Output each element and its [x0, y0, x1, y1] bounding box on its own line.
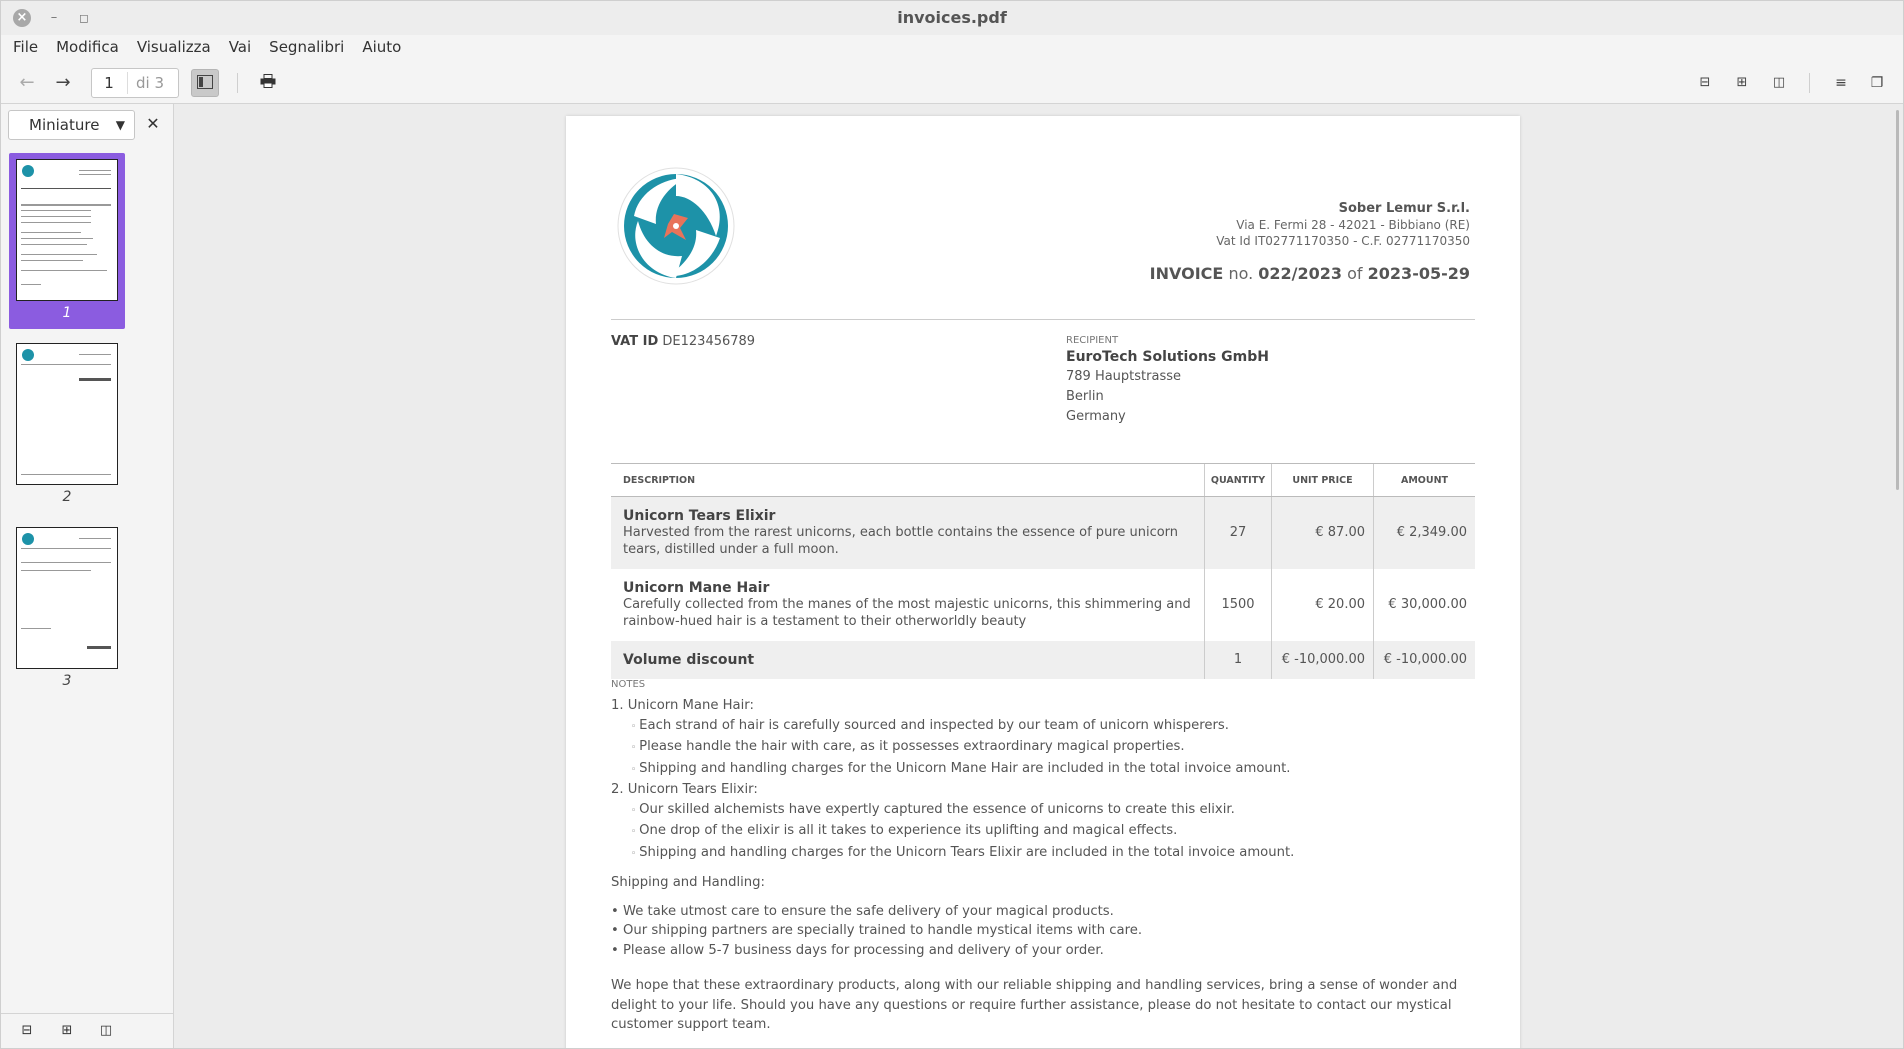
invoice-label: INVOICE	[1149, 264, 1224, 283]
toolbar	[1, 63, 1903, 104]
thumbnail-label: 2	[62, 489, 72, 505]
note-sub-item: ◦ Our skilled alchemists have expertly captured the essence of unicorns to create this elixir.	[611, 800, 1471, 822]
note-sub-item: ◦ Shipping and handling charges for the Unicorn Tears Elixir are included in the total invoice amount.	[611, 843, 1471, 865]
thumbnail-image	[16, 159, 118, 301]
recipient-block	[1066, 335, 1269, 427]
invoice-number: 022/2023	[1258, 264, 1343, 283]
item-description-cell	[611, 569, 1205, 641]
thumb-line	[21, 232, 81, 233]
thumb-line	[21, 216, 91, 217]
vertical-scrollbar[interactable]	[1896, 110, 1899, 490]
menu-modifica[interactable]: Modifica	[56, 38, 119, 56]
forward-arrow-icon[interactable]: →	[55, 72, 71, 93]
page-total: di 3	[136, 74, 165, 92]
table-row	[611, 497, 1475, 569]
thumb-line	[21, 548, 111, 549]
thumb-line	[79, 378, 111, 381]
thumb-line	[21, 364, 111, 365]
invoice-items-table	[611, 463, 1475, 679]
header-divider	[611, 319, 1475, 320]
back-arrow-icon[interactable]: ←	[19, 72, 35, 93]
thumb-line	[21, 284, 41, 285]
dual-page-icon[interactable]: ❐	[1870, 75, 1884, 91]
thumbnail-page-1[interactable]	[9, 153, 125, 329]
toolbar-separator-right	[1809, 73, 1810, 93]
item-quantity: 1500	[1205, 569, 1272, 641]
thumb-line	[21, 474, 111, 475]
window-title: invoices.pdf	[897, 8, 1007, 27]
thumb-line	[21, 270, 107, 271]
close-window-icon[interactable]: ×	[13, 9, 31, 27]
note-item-1: 1. Unicorn Mane Hair:	[611, 698, 754, 713]
close-sidebar-icon[interactable]: ✕	[146, 114, 160, 133]
recipient-label: RECIPIENT	[1066, 335, 1119, 346]
print-icon[interactable]	[254, 69, 282, 97]
table-row	[611, 641, 1475, 679]
thumbnail-logo	[22, 349, 34, 361]
closing-paragraph: We hope that these extraordinary products, along with our reliable shipping and handling services, bring a sense of wonder and delight to your life. Should you have any questions or require further assistance, please do not hesitate to contact our mystical customer support team.	[611, 978, 1458, 1032]
thumbnail-label: 1	[62, 305, 72, 321]
minimize-window-icon[interactable]: –	[50, 10, 58, 25]
item-description-cell	[611, 641, 1205, 679]
vat-id-label: VAT ID	[611, 334, 659, 349]
thumb-line	[21, 244, 87, 245]
shipping-item: • Our shipping partners are specially trained to handle mystical items with care.	[611, 923, 1143, 938]
spacer	[611, 960, 1471, 976]
thumb-line	[21, 628, 51, 629]
thumbnail-logo	[22, 533, 34, 545]
shipping-title: Shipping and Handling:	[611, 875, 765, 890]
fit-page-icon[interactable]: ◫	[1772, 75, 1786, 90]
item-amount: € 30,000.00	[1374, 569, 1476, 641]
thumb-line	[79, 170, 111, 171]
item-quantity: 27	[1205, 497, 1272, 569]
company-name: Sober Lemur S.r.l.	[1338, 201, 1470, 216]
thumb-line	[21, 204, 111, 206]
company-vat: Vat Id IT02771170350 - C.F. 02771170350	[1216, 234, 1470, 248]
thumb-line	[21, 238, 93, 239]
page-number-input[interactable]	[92, 69, 126, 97]
menu-visualizza[interactable]: Visualizza	[136, 38, 211, 56]
maximize-window-icon[interactable]: ◻	[79, 11, 89, 25]
sidebar-footer	[1, 1013, 173, 1049]
thumb-line	[87, 646, 111, 649]
company-address: Via E. Fermi 28 - 42021 - Bibbiano (RE)	[1236, 218, 1470, 232]
vat-id	[611, 334, 755, 349]
item-title: Unicorn Mane Hair	[623, 579, 770, 596]
sidebar-panel-icon	[197, 75, 213, 89]
item-unit-price: € 20.00	[1272, 569, 1374, 641]
note-sub-item: ◦ Shipping and handling charges for the Unicorn Mane Hair are included in the total invoice amount.	[611, 759, 1471, 781]
page-box-separator	[127, 72, 128, 94]
sidebar-toggle-icon[interactable]	[191, 69, 219, 97]
thumb-line	[21, 570, 91, 571]
thumbnail-page-2[interactable]	[9, 337, 125, 513]
thumb-line	[79, 354, 111, 355]
notes-label: NOTES	[611, 679, 646, 690]
company-logo-icon	[616, 166, 736, 286]
item-amount: € -10,000.00	[1374, 641, 1476, 679]
continuous-scroll-icon[interactable]: ≡	[1835, 75, 1847, 91]
item-description-cell	[611, 497, 1205, 569]
thumb-line	[79, 538, 111, 539]
menu-aiuto[interactable]: Aiuto	[362, 38, 402, 56]
menu-file[interactable]: File	[13, 38, 39, 56]
thumb-line	[21, 188, 111, 189]
note-sub-item: ◦ One drop of the elixir is all it takes to experience its uplifting and magical effects.	[611, 821, 1471, 843]
invoice-date: 2023-05-29	[1367, 264, 1470, 283]
table-row	[611, 569, 1475, 641]
menu-segnalibri[interactable]: Segnalibri	[269, 38, 345, 56]
spacer	[611, 893, 1471, 902]
thumbnail-image	[16, 527, 118, 669]
thumb-zoom-in-icon[interactable]: ⊞	[61, 1023, 73, 1038]
item-title: Volume discount	[623, 651, 755, 668]
header-unit-price: UNIT PRICE	[1272, 464, 1374, 497]
spacer	[611, 864, 1471, 873]
chevron-down-icon: ▼	[115, 118, 125, 132]
recipient-country: Germany	[1066, 409, 1126, 424]
printer-icon	[260, 74, 276, 88]
thumbnail-page-3[interactable]	[9, 521, 125, 697]
thumb-line	[79, 174, 111, 175]
note-sub-item: ◦ Each strand of hair is carefully sourced and inspected by our team of unicorn whisperers.	[611, 716, 1471, 738]
recipient-street: 789 Hauptstrasse	[1066, 369, 1182, 384]
item-unit-price: € 87.00	[1272, 497, 1374, 569]
thumbnail-image	[16, 343, 118, 485]
thumbnail-logo	[22, 165, 34, 177]
shipping-item: • We take utmost care to ensure the safe delivery of your magical products.	[611, 903, 1114, 919]
invoice-title	[1150, 264, 1470, 283]
zoom-out-icon[interactable]: ⊟	[1699, 75, 1711, 90]
shipping-item: • Please allow 5-7 business days for processing and delivery of your order.	[611, 942, 1104, 958]
sidebar-mode-label: Miniature	[29, 116, 100, 134]
company-info	[1216, 201, 1470, 249]
note-sub-item: ◦ Please handle the hair with care, as it possesses extraordinary magical properties.	[611, 737, 1471, 759]
header-description: DESCRIPTION	[611, 464, 1205, 497]
zoom-in-icon[interactable]: ⊞	[1736, 75, 1748, 90]
menu-bar	[1, 35, 1903, 61]
invoice-of-label: of	[1347, 264, 1363, 283]
recipient-name: EuroTech Solutions GmbH	[1066, 349, 1269, 365]
document-view[interactable]	[174, 104, 1904, 1049]
pdf-page-1	[566, 116, 1520, 1049]
item-quantity: 1	[1205, 641, 1272, 679]
thumb-line	[21, 254, 97, 255]
header-amount: AMOUNT	[1374, 464, 1476, 497]
thumb-zoom-out-icon[interactable]: ⊟	[21, 1023, 33, 1038]
page-number-box	[91, 68, 179, 98]
thumb-line	[21, 222, 91, 223]
item-desc: Carefully collected from the manes of the most majestic unicorns, this shimmering and rainbow-hued hair is a testament to their otherworldly beauty	[623, 596, 1191, 629]
notes-body	[611, 696, 1471, 1035]
title-bar	[1, 1, 1903, 35]
item-unit-price: € -10,000.00	[1272, 641, 1374, 679]
toolbar-separator	[237, 73, 238, 93]
invoice-no-label: no.	[1228, 264, 1254, 283]
thumb-line	[21, 210, 91, 211]
header-quantity: QUANTITY	[1205, 464, 1272, 497]
thumb-line	[21, 260, 83, 261]
item-title: Unicorn Tears Elixir	[623, 507, 776, 524]
vat-id-value: DE123456789	[662, 334, 756, 349]
item-desc: Harvested from the rarest unicorns, each bottle contains the essence of pure unicorn tears, distilled under a full moon.	[623, 524, 1179, 557]
thumb-fit-icon[interactable]: ◫	[99, 1023, 113, 1038]
note-item-2: 2. Unicorn Tears Elixir:	[611, 782, 758, 797]
thumbnail-label: 3	[62, 673, 72, 689]
recipient-city: Berlin	[1066, 389, 1104, 404]
menu-vai[interactable]: Vai	[228, 38, 252, 56]
thumbnail-sidebar	[1, 104, 174, 1049]
thumb-line	[21, 562, 111, 563]
sidebar-mode-select[interactable]	[8, 110, 135, 140]
table-header-row	[611, 464, 1475, 497]
item-amount: € 2,349.00	[1374, 497, 1476, 569]
